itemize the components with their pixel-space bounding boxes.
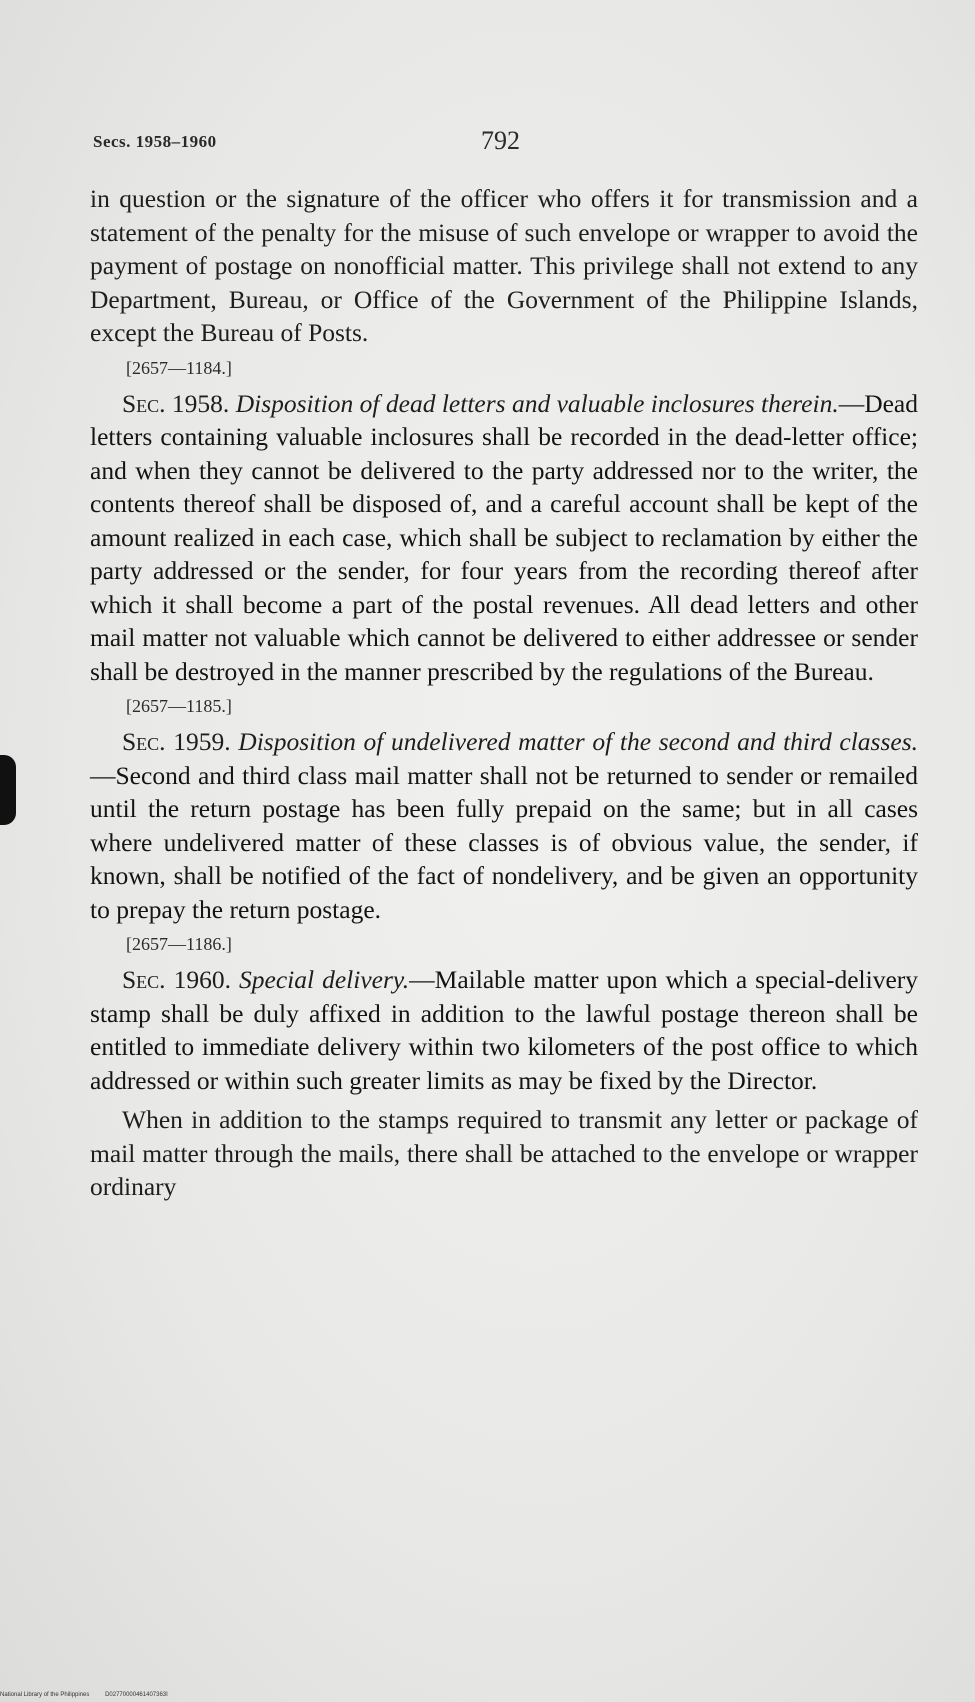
footer-identifier: D02770000461407363I <box>105 1692 168 1698</box>
page-number: 792 <box>481 126 520 155</box>
section-1959-text: —Second and third class mail matter shall not be returned to sender or remailed until the return postage has been fully prepaid on the same; but in all cases where undelivered matter of these classes is of obvious value, the sender, if known, shall be notified of the fact of nondelivery, and be given an opportunity to prepay the return postage. <box>90 760 918 924</box>
citation-1184: [2657—1184.] <box>126 357 232 378</box>
section-1959-title: Disposition of undelivered matter of the second and third classes. <box>238 727 919 756</box>
binding-shadow <box>0 755 16 825</box>
scan-footer <box>0 1692 182 1698</box>
citation-1185: [2657—1185.] <box>126 696 232 716</box>
section-1959-label: Sec. 1959. <box>122 727 231 756</box>
continued-paragraph: in question or the signature of the officer who offers it for transmission and a statement of the penalty for the misuse of such envelope or wrapper to avoid the payment of postage on nonofficial matter. This privilege shall not extend to any Department, Bureau, or Office of the Government of the Philippine Islands, except the Bureau of Posts. <box>90 184 918 347</box>
sections-reference: Secs. 1958–1960 <box>93 132 217 151</box>
section-1958-title: Disposition of dead letters and valuable inclosures therein. <box>235 388 839 418</box>
section-1960-title: Special delivery. <box>239 965 410 994</box>
body-text <box>90 182 918 1204</box>
footer-library: National Library of the Philippines <box>0 1692 90 1698</box>
section-1960-text: —Mailable matter upon which a special-delivery stamp shall be duly affixed in addition to the lawful postage thereon shall be entitled to immediate delivery within two kilometers of the post office to which addressed or within such greater limits as may be fixed by the Director. <box>90 965 919 1095</box>
running-head <box>93 126 918 156</box>
section-1960 <box>90 963 918 1097</box>
section-1958-text: —Dead letters containing valuable inclosures shall be recorded in the dead-letter office; and when they cannot be delivered to the party addressed nor to the writer, the contents thereof shall be disposed of, and a careful account shall be kept of the amount realized in each case, which shall be subject to reclamation by either the party addressed or the sender, for four years from the recording thereof after which it shall become a part of the postal revenues. All dead letters and other mail matter not valuable which cannot be delivered to either addressee or sender shall be destroyed in the manner prescribed by the regulations of the Bureau. <box>90 388 919 686</box>
section-1960-label: Sec. 1960. <box>122 965 231 994</box>
citation-1186: [2657—1186.] <box>126 934 232 954</box>
section-1958-label: Sec. 1958. <box>122 388 230 418</box>
section-1959 <box>90 725 918 926</box>
section-1958 <box>90 387 918 689</box>
closing-paragraph: When in addition to the stamps required to transmit any letter or package of mail matter through the mails, there shall be attached to the envelope or wrapper ordinary <box>90 1105 918 1201</box>
